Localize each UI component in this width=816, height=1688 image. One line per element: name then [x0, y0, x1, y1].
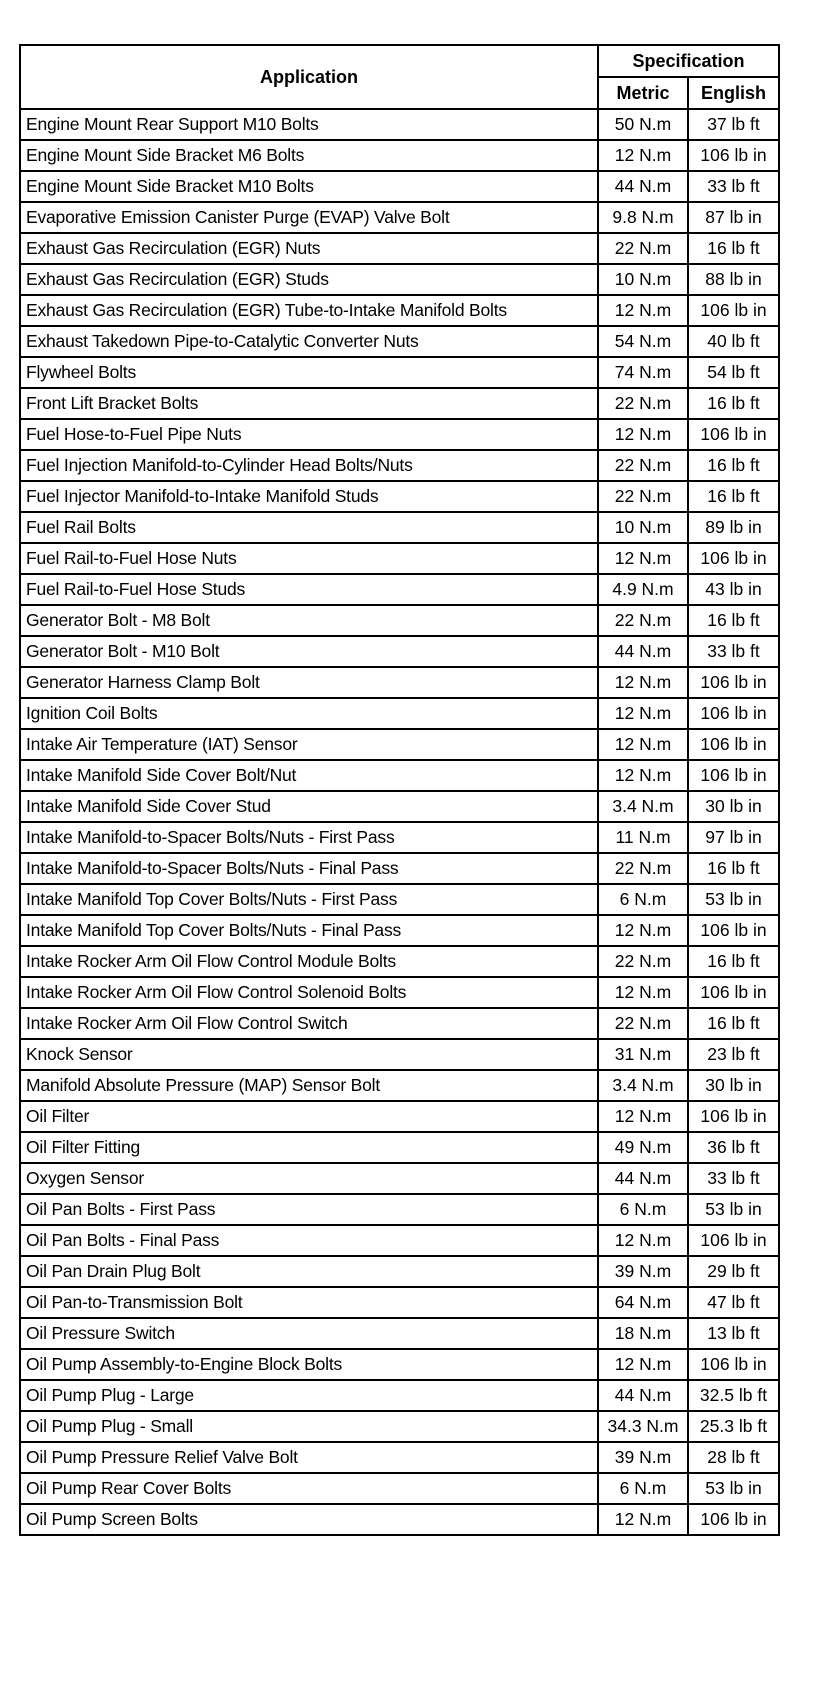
metric-value-cell: 39 N.m [598, 1256, 688, 1287]
application-column-header: Application [20, 45, 598, 109]
metric-value-cell: 6 N.m [598, 1473, 688, 1504]
application-cell: Front Lift Bracket Bolts [20, 388, 598, 419]
english-value-cell: 47 lb ft [688, 1287, 779, 1318]
table-row [20, 1411, 779, 1442]
english-value-cell: 32.5 lb ft [688, 1380, 779, 1411]
table-row [20, 419, 779, 450]
metric-value-cell: 12 N.m [598, 729, 688, 760]
english-value-cell: 106 lb in [688, 915, 779, 946]
application-cell: Generator Bolt - M8 Bolt [20, 605, 598, 636]
application-cell: Evaporative Emission Canister Purge (EVAP) Valve Bolt [20, 202, 598, 233]
application-cell: Oil Pan Drain Plug Bolt [20, 1256, 598, 1287]
application-cell: Ignition Coil Bolts [20, 698, 598, 729]
metric-value-cell: 12 N.m [598, 1101, 688, 1132]
table-row [20, 1194, 779, 1225]
metric-value-cell: 18 N.m [598, 1318, 688, 1349]
metric-value-cell: 12 N.m [598, 1225, 688, 1256]
application-cell: Fuel Hose-to-Fuel Pipe Nuts [20, 419, 598, 450]
english-value-cell: 29 lb ft [688, 1256, 779, 1287]
metric-value-cell: 3.4 N.m [598, 791, 688, 822]
application-cell: Oil Filter [20, 1101, 598, 1132]
table-row [20, 1256, 779, 1287]
table-row [20, 326, 779, 357]
metric-value-cell: 44 N.m [598, 1163, 688, 1194]
application-cell: Oil Pump Plug - Small [20, 1411, 598, 1442]
table-row [20, 109, 779, 140]
metric-value-cell: 12 N.m [598, 915, 688, 946]
table-row [20, 388, 779, 419]
english-value-cell: 97 lb in [688, 822, 779, 853]
application-cell: Intake Manifold Top Cover Bolts/Nuts - Final Pass [20, 915, 598, 946]
metric-value-cell: 12 N.m [598, 977, 688, 1008]
application-cell: Oil Filter Fitting [20, 1132, 598, 1163]
table-row [20, 1225, 779, 1256]
english-value-cell: 28 lb ft [688, 1442, 779, 1473]
english-value-cell: 16 lb ft [688, 605, 779, 636]
table-row [20, 481, 779, 512]
english-value-cell: 106 lb in [688, 729, 779, 760]
metric-value-cell: 31 N.m [598, 1039, 688, 1070]
metric-value-cell: 54 N.m [598, 326, 688, 357]
table-row [20, 295, 779, 326]
table-row [20, 791, 779, 822]
table-row [20, 1318, 779, 1349]
metric-value-cell: 64 N.m [598, 1287, 688, 1318]
table-row [20, 884, 779, 915]
application-cell: Flywheel Bolts [20, 357, 598, 388]
metric-value-cell: 12 N.m [598, 295, 688, 326]
application-cell: Oil Pump Pressure Relief Valve Bolt [20, 1442, 598, 1473]
table-row [20, 1287, 779, 1318]
application-cell: Fuel Rail Bolts [20, 512, 598, 543]
table-row [20, 1349, 779, 1380]
application-cell: Intake Manifold Side Cover Bolt/Nut [20, 760, 598, 791]
english-value-cell: 25.3 lb ft [688, 1411, 779, 1442]
metric-value-cell: 12 N.m [598, 667, 688, 698]
metric-value-cell: 49 N.m [598, 1132, 688, 1163]
metric-value-cell: 74 N.m [598, 357, 688, 388]
metric-value-cell: 12 N.m [598, 1349, 688, 1380]
table-row [20, 264, 779, 295]
english-value-cell: 89 lb in [688, 512, 779, 543]
english-value-cell: 16 lb ft [688, 481, 779, 512]
table-row [20, 1132, 779, 1163]
metric-value-cell: 12 N.m [598, 140, 688, 171]
english-value-cell: 54 lb ft [688, 357, 779, 388]
table-row [20, 512, 779, 543]
application-cell: Oil Pump Rear Cover Bolts [20, 1473, 598, 1504]
metric-value-cell: 44 N.m [598, 636, 688, 667]
metric-value-cell: 22 N.m [598, 481, 688, 512]
application-cell: Oil Pressure Switch [20, 1318, 598, 1349]
metric-value-cell: 22 N.m [598, 1008, 688, 1039]
table-row [20, 636, 779, 667]
application-cell: Intake Manifold-to-Spacer Bolts/Nuts - Final Pass [20, 853, 598, 884]
application-cell: Intake Manifold-to-Spacer Bolts/Nuts - First Pass [20, 822, 598, 853]
english-value-cell: 30 lb in [688, 791, 779, 822]
metric-value-cell: 11 N.m [598, 822, 688, 853]
english-value-cell: 53 lb in [688, 1194, 779, 1225]
application-cell: Intake Air Temperature (IAT) Sensor [20, 729, 598, 760]
table-row [20, 140, 779, 171]
metric-value-cell: 22 N.m [598, 233, 688, 264]
application-cell: Oil Pan-to-Transmission Bolt [20, 1287, 598, 1318]
english-value-cell: 53 lb in [688, 884, 779, 915]
metric-value-cell: 12 N.m [598, 1504, 688, 1535]
application-cell: Oil Pan Bolts - Final Pass [20, 1225, 598, 1256]
english-value-cell: 106 lb in [688, 140, 779, 171]
metric-value-cell: 34.3 N.m [598, 1411, 688, 1442]
metric-value-cell: 6 N.m [598, 884, 688, 915]
metric-value-cell: 10 N.m [598, 264, 688, 295]
english-value-cell: 13 lb ft [688, 1318, 779, 1349]
metric-value-cell: 44 N.m [598, 171, 688, 202]
english-value-cell: 16 lb ft [688, 388, 779, 419]
table-row [20, 1039, 779, 1070]
metric-value-cell: 6 N.m [598, 1194, 688, 1225]
application-cell: Oil Pump Screen Bolts [20, 1504, 598, 1535]
metric-value-cell: 12 N.m [598, 419, 688, 450]
application-cell: Intake Manifold Side Cover Stud [20, 791, 598, 822]
application-cell: Exhaust Gas Recirculation (EGR) Tube-to-Intake Manifold Bolts [20, 295, 598, 326]
application-cell: Intake Manifold Top Cover Bolts/Nuts - First Pass [20, 884, 598, 915]
specification-column-header: Specification [598, 45, 779, 77]
table-row [20, 171, 779, 202]
english-value-cell: 106 lb in [688, 698, 779, 729]
application-cell: Fuel Rail-to-Fuel Hose Studs [20, 574, 598, 605]
table-row [20, 1442, 779, 1473]
english-value-cell: 16 lb ft [688, 853, 779, 884]
english-column-header: English [688, 77, 779, 109]
english-value-cell: 106 lb in [688, 543, 779, 574]
metric-value-cell: 9.8 N.m [598, 202, 688, 233]
application-cell: Oil Pan Bolts - First Pass [20, 1194, 598, 1225]
english-value-cell: 106 lb in [688, 977, 779, 1008]
application-cell: Intake Rocker Arm Oil Flow Control Module Bolts [20, 946, 598, 977]
english-value-cell: 40 lb ft [688, 326, 779, 357]
application-cell: Generator Bolt - M10 Bolt [20, 636, 598, 667]
metric-column-header: Metric [598, 77, 688, 109]
table-row [20, 605, 779, 636]
table-row [20, 202, 779, 233]
metric-value-cell: 22 N.m [598, 605, 688, 636]
english-value-cell: 106 lb in [688, 760, 779, 791]
application-cell: Fuel Injection Manifold-to-Cylinder Head Bolts/Nuts [20, 450, 598, 481]
english-value-cell: 16 lb ft [688, 946, 779, 977]
english-value-cell: 87 lb in [688, 202, 779, 233]
english-value-cell: 106 lb in [688, 295, 779, 326]
table-row [20, 760, 779, 791]
table-row [20, 1070, 779, 1101]
metric-value-cell: 12 N.m [598, 698, 688, 729]
application-cell: Exhaust Gas Recirculation (EGR) Nuts [20, 233, 598, 264]
table-row [20, 450, 779, 481]
table-row [20, 667, 779, 698]
table-row [20, 822, 779, 853]
table-row [20, 357, 779, 388]
table-row [20, 574, 779, 605]
metric-value-cell: 22 N.m [598, 946, 688, 977]
english-value-cell: 30 lb in [688, 1070, 779, 1101]
english-value-cell: 53 lb in [688, 1473, 779, 1504]
application-cell: Intake Rocker Arm Oil Flow Control Switch [20, 1008, 598, 1039]
table-row [20, 1380, 779, 1411]
table-row [20, 915, 779, 946]
english-value-cell: 23 lb ft [688, 1039, 779, 1070]
english-value-cell: 106 lb in [688, 1504, 779, 1535]
table-row [20, 543, 779, 574]
metric-value-cell: 22 N.m [598, 388, 688, 419]
table-row [20, 233, 779, 264]
metric-value-cell: 50 N.m [598, 109, 688, 140]
table-body [20, 109, 779, 1535]
english-value-cell: 88 lb in [688, 264, 779, 295]
metric-value-cell: 22 N.m [598, 450, 688, 481]
application-cell: Generator Harness Clamp Bolt [20, 667, 598, 698]
application-cell: Oil Pump Plug - Large [20, 1380, 598, 1411]
application-cell: Manifold Absolute Pressure (MAP) Sensor Bolt [20, 1070, 598, 1101]
table-row [20, 729, 779, 760]
table-row [20, 977, 779, 1008]
table-row [20, 1473, 779, 1504]
english-value-cell: 106 lb in [688, 1349, 779, 1380]
application-cell: Oil Pump Assembly-to-Engine Block Bolts [20, 1349, 598, 1380]
table-header [20, 45, 779, 109]
english-value-cell: 106 lb in [688, 667, 779, 698]
metric-value-cell: 12 N.m [598, 760, 688, 791]
metric-value-cell: 12 N.m [598, 543, 688, 574]
english-value-cell: 33 lb ft [688, 1163, 779, 1194]
application-cell: Fuel Injector Manifold-to-Intake Manifold Studs [20, 481, 598, 512]
application-cell: Exhaust Takedown Pipe-to-Catalytic Converter Nuts [20, 326, 598, 357]
english-value-cell: 36 lb ft [688, 1132, 779, 1163]
table-row [20, 1101, 779, 1132]
table-row [20, 698, 779, 729]
english-value-cell: 33 lb ft [688, 171, 779, 202]
english-value-cell: 16 lb ft [688, 233, 779, 264]
torque-spec-table [19, 44, 780, 1536]
application-cell: Fuel Rail-to-Fuel Hose Nuts [20, 543, 598, 574]
metric-value-cell: 3.4 N.m [598, 1070, 688, 1101]
table-row [20, 1008, 779, 1039]
application-cell: Engine Mount Side Bracket M10 Bolts [20, 171, 598, 202]
metric-value-cell: 44 N.m [598, 1380, 688, 1411]
application-cell: Intake Rocker Arm Oil Flow Control Solenoid Bolts [20, 977, 598, 1008]
application-cell: Engine Mount Side Bracket M6 Bolts [20, 140, 598, 171]
english-value-cell: 33 lb ft [688, 636, 779, 667]
metric-value-cell: 39 N.m [598, 1442, 688, 1473]
english-value-cell: 16 lb ft [688, 450, 779, 481]
metric-value-cell: 22 N.m [598, 853, 688, 884]
table-row [20, 1504, 779, 1535]
english-value-cell: 106 lb in [688, 419, 779, 450]
table-row [20, 946, 779, 977]
english-value-cell: 37 lb ft [688, 109, 779, 140]
english-value-cell: 106 lb in [688, 1225, 779, 1256]
table-row [20, 853, 779, 884]
english-value-cell: 106 lb in [688, 1101, 779, 1132]
metric-value-cell: 4.9 N.m [598, 574, 688, 605]
english-value-cell: 43 lb in [688, 574, 779, 605]
table-row [20, 1163, 779, 1194]
english-value-cell: 16 lb ft [688, 1008, 779, 1039]
application-cell: Oxygen Sensor [20, 1163, 598, 1194]
application-cell: Knock Sensor [20, 1039, 598, 1070]
application-cell: Engine Mount Rear Support M10 Bolts [20, 109, 598, 140]
metric-value-cell: 10 N.m [598, 512, 688, 543]
application-cell: Exhaust Gas Recirculation (EGR) Studs [20, 264, 598, 295]
